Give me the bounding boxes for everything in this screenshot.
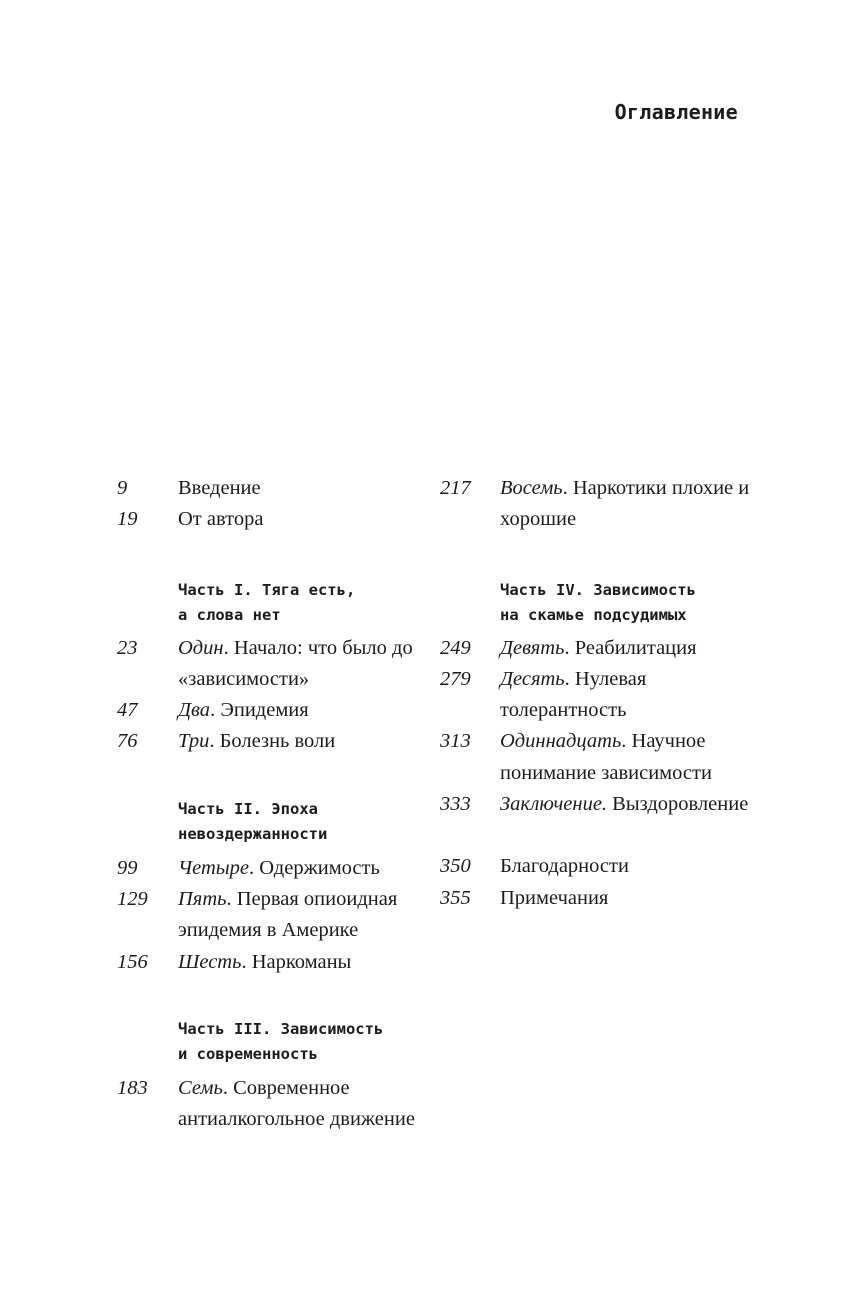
chapter-label: Заключение. [500,793,608,816]
toc-entry[interactable] [117,1073,437,1136]
toc-column-right [440,473,750,914]
chapter-label: Десять [500,667,565,690]
toc-entry[interactable] [117,947,437,978]
chapter-label: Три [178,730,210,753]
chapter-label: Одиннадцать [500,730,622,753]
page-number: 217 [440,477,471,499]
chapter-label: Семь [178,1076,223,1099]
page-number: 156 [117,950,148,973]
page-number: 23 [117,636,138,659]
toc-entry[interactable] [440,664,750,727]
page-number: 355 [440,886,471,909]
entry-title: От автора [178,508,264,531]
toc-entry[interactable] [440,851,750,882]
entry-title: Один. Начало: что было до «зависимости» [178,636,413,690]
toc-entry[interactable] [117,473,437,504]
entry-title: Заключение. Выздоровление [500,793,749,816]
part-heading: Часть II. Эпоха невоздержанности [178,799,328,843]
chapter-label: Пять [178,888,227,911]
entry-title: Благодарности [500,855,629,878]
chapter-label: Два [178,699,211,722]
toc-entry[interactable] [440,473,750,536]
part-heading: Часть I. Тяга есть, а слова нет [178,580,356,624]
entry-title: Шесть. Наркоманы [178,950,352,973]
toc-entry[interactable] [440,883,750,914]
page-number: 129 [117,888,148,911]
page-number: 76 [117,730,138,753]
part-heading: Часть IV. Зависимость на скамье подсудимых [500,580,696,624]
entry-title: Одиннадцать. Научное понимание зависимости [500,730,712,784]
toc-entry[interactable] [117,884,437,947]
chapter-label: Один [178,636,224,659]
entry-title: Десять. Нулевая толерантность [500,667,647,722]
toc-entry[interactable] [117,853,437,884]
entry-title: Девять. Реабилитация [500,636,697,659]
toc-entry[interactable] [117,695,437,726]
toc-entry[interactable] [440,789,750,820]
chapter-label: Девять [500,636,565,659]
page-number: 183 [117,1076,148,1099]
part-heading: Часть III. Зависимость и современность [178,1019,384,1063]
toc-entry[interactable] [117,504,437,535]
entry-title: Пять. Первая опиоидная эпидемия в Америке [178,888,398,942]
chapter-label: Четыре [178,856,249,879]
entry-title: Два. Эпидемия [178,699,309,722]
entry-title: Семь. Современное антиалкогольное движение [178,1076,415,1131]
page-number: 350 [440,855,471,878]
entry-title: Введение [178,477,261,499]
page-number: 19 [117,508,138,531]
chapter-label: Шесть [178,950,242,973]
page-number: 313 [440,730,471,753]
page-number: 333 [440,793,471,816]
entry-title: Четыре. Одержимость [178,856,380,879]
page-number: 99 [117,856,138,879]
entry-title: Три. Болезнь воли [178,730,336,753]
entry-title: Восемь. Наркотики плохие и хорошие [500,477,750,531]
chapter-label: Восемь [500,477,563,499]
page-number: 47 [117,699,138,722]
toc-entry[interactable] [440,633,750,664]
toc-column-left [117,473,437,1136]
page-number: 9 [117,477,128,499]
toc-entry[interactable] [117,633,437,696]
toc-entry[interactable] [117,726,437,757]
entry-title: Примечания [500,886,609,909]
page-number: 249 [440,636,471,659]
toc-entry[interactable] [440,726,750,789]
page-title: Оглавление [614,100,738,124]
page-number: 279 [440,667,471,690]
